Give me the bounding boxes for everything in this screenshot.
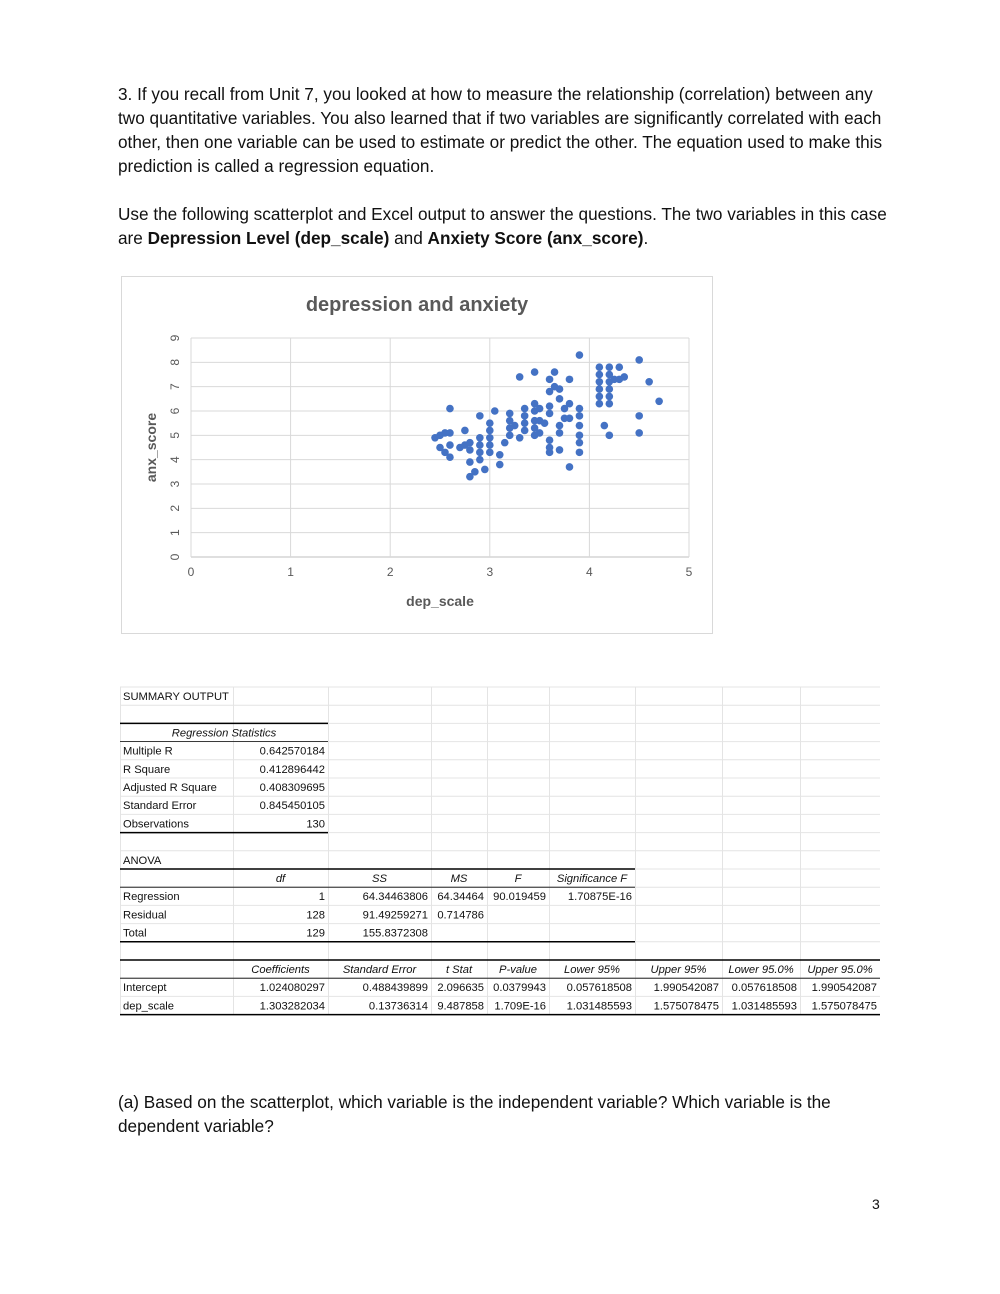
data-point — [645, 378, 653, 386]
data-point — [476, 441, 484, 449]
y-tick-label: 0 — [168, 553, 182, 561]
scatter-chart-svg — [122, 277, 712, 633]
reg-stat-label: Multiple R — [123, 745, 173, 758]
data-point — [596, 378, 604, 386]
data-point — [566, 463, 574, 471]
data-point — [496, 451, 504, 459]
anova-cell: 155.8372308 — [362, 927, 428, 940]
data-point — [506, 410, 514, 418]
reg-stat-value: 130 — [306, 818, 325, 831]
coef-row-label: Intercept — [123, 982, 167, 995]
anova-row-label: Total — [123, 927, 147, 940]
anova-cell: 90.019459 — [493, 891, 546, 904]
x-tick-label: 3 — [486, 565, 494, 579]
data-point — [471, 468, 479, 476]
data-point — [446, 453, 454, 461]
y-tick-label: 3 — [168, 480, 182, 488]
question-part-a: (a) Based on the scatterplot, which variable is the independent variable? Which variable is the dependent variable? — [118, 1092, 831, 1136]
data-point — [556, 422, 564, 430]
y-tick-label: 1 — [167, 529, 182, 537]
coef-cell: 1.303282034 — [259, 1000, 325, 1013]
data-point — [486, 449, 494, 457]
data-point — [466, 446, 474, 454]
data-point — [496, 461, 504, 469]
data-point — [546, 402, 554, 410]
data-point — [536, 429, 544, 437]
coef-header: Coefficients — [251, 964, 310, 976]
coef-cell: 1.031485593 — [731, 1000, 797, 1013]
reg-stat-label: Observations — [123, 818, 189, 831]
data-point — [541, 419, 549, 427]
data-point — [556, 395, 564, 403]
reg-stat-label: Adjusted R Square — [123, 782, 217, 794]
coef-cell: 0.488439899 — [362, 982, 428, 995]
variable-depression: Depression Level (dep_scale) — [147, 228, 390, 248]
data-point — [606, 432, 614, 440]
data-point — [606, 400, 614, 408]
data-point — [566, 400, 574, 408]
data-point — [596, 400, 604, 408]
data-point — [486, 434, 494, 442]
x-tick-label: 0 — [187, 565, 195, 579]
anova-title: ANOVA — [123, 854, 162, 867]
data-point — [476, 434, 484, 442]
coef-header: Standard Error — [342, 964, 417, 976]
data-point — [596, 385, 604, 393]
data-point — [596, 371, 604, 379]
coef-cell: 0.057618508 — [731, 982, 797, 995]
data-point — [551, 368, 559, 376]
data-point — [546, 376, 554, 384]
data-point — [516, 434, 524, 442]
page-number: 3 — [872, 1196, 880, 1212]
data-point — [461, 427, 469, 435]
y-tick-label: 8 — [168, 358, 182, 366]
data-point — [655, 397, 663, 405]
data-point — [576, 351, 584, 359]
data-point — [546, 444, 554, 452]
x-tick-label: 2 — [386, 565, 394, 579]
anova-header: df — [275, 873, 286, 885]
reg-stat-label: Standard Error — [123, 800, 197, 813]
coef-cell: 1.031485593 — [566, 1000, 632, 1013]
x-tick-label: 5 — [685, 565, 693, 579]
data-point — [486, 419, 494, 427]
coef-header: t Stat — [445, 964, 473, 976]
anova-cell: 64.34464 — [437, 891, 484, 904]
data-point — [446, 441, 454, 449]
data-point — [476, 449, 484, 457]
x-tick-label: 4 — [586, 565, 593, 579]
data-point — [521, 427, 529, 435]
coef-cell: 1.024080297 — [259, 982, 325, 995]
data-point — [556, 429, 564, 437]
anova-row-label: Residual — [123, 909, 167, 922]
coef-header: Lower 95% — [564, 964, 620, 976]
coef-cell: 9.487858 — [437, 1000, 484, 1013]
coef-cell: 1.575078475 — [653, 1000, 719, 1013]
anova-cell: 64.34463806 — [362, 891, 428, 904]
data-point — [466, 458, 474, 466]
y-tick-label: 6 — [168, 407, 182, 415]
data-point — [596, 363, 604, 371]
data-point — [606, 393, 614, 401]
data-point — [606, 385, 614, 393]
data-point — [596, 393, 604, 401]
coef-cell: 0.13736314 — [368, 1000, 428, 1013]
data-point — [546, 436, 554, 444]
data-point — [536, 405, 544, 413]
data-point — [606, 363, 614, 371]
reg-stat-value: 0.845450105 — [259, 800, 325, 813]
y-tick-label: 9 — [168, 334, 182, 342]
anova-cell: 128 — [306, 909, 325, 922]
regression-stats-header: Regression Statistics — [171, 727, 277, 740]
data-point — [486, 441, 494, 449]
coef-header: Upper 95% — [650, 964, 707, 976]
anova-cell: 91.49259271 — [362, 909, 428, 922]
coef-cell: 0.057618508 — [566, 982, 632, 995]
data-point — [521, 405, 529, 413]
anova-header: SS — [372, 873, 387, 885]
summary-output-table — [120, 684, 880, 1024]
anova-cell: 0.714786 — [437, 909, 484, 922]
data-point — [576, 449, 584, 457]
data-point — [521, 419, 529, 427]
y-tick-label: 5 — [168, 431, 182, 439]
y-tick-label: 2 — [168, 504, 182, 512]
anova-cell: 1 — [318, 891, 325, 904]
x-tick-label: 1 — [287, 565, 294, 579]
data-point — [481, 466, 489, 474]
reg-stat-value: 0.412896442 — [259, 763, 325, 776]
data-point — [635, 356, 643, 364]
anova-row-label: Regression — [123, 891, 180, 904]
anova-cell: 1.70875E-16 — [567, 891, 632, 904]
scatter-chart — [121, 276, 713, 634]
chart-title: depression and anxiety — [305, 294, 529, 316]
data-point — [491, 407, 499, 415]
data-point — [466, 439, 474, 447]
data-point — [635, 412, 643, 420]
data-point — [620, 373, 628, 381]
y-tick-label: 4 — [168, 456, 182, 464]
data-point — [635, 429, 643, 437]
question-intro: 3. If you recall from Unit 7, you looked at how to measure the relationship (correlation) between any two quantitative variables. You also learned that if two variables are significantly correlated with each other, then one variable can be used to estimate or predict the other. The equation used to make this prediction is called a regression equation. — [118, 84, 883, 176]
data-point — [601, 422, 609, 430]
reg-stat-label: R Square — [123, 763, 171, 776]
anova-header: MS — [450, 873, 468, 885]
reg-stat-value: 0.408309695 — [259, 782, 325, 794]
coef-cell: 1.709E-16 — [494, 1000, 546, 1013]
coef-header: Upper 95.0% — [807, 964, 873, 976]
data-point — [576, 432, 584, 440]
coef-cell: 1.575078475 — [811, 1000, 877, 1013]
period-text: . — [643, 228, 649, 248]
data-point — [506, 432, 514, 440]
data-point — [546, 410, 554, 418]
data-point — [556, 446, 564, 454]
data-point — [501, 439, 509, 447]
data-point — [615, 363, 623, 371]
data-point — [516, 373, 524, 381]
data-point — [521, 412, 529, 420]
y-tick-label: 7 — [168, 383, 182, 391]
y-axis-label: anx_score — [143, 412, 159, 483]
coef-cell: 1.990542087 — [811, 982, 877, 995]
data-point — [531, 368, 539, 376]
coef-header: Lower 95.0% — [728, 964, 794, 976]
instruction-text: Use the following scatterplot and Excel output to answer the questions. The two variables in this case are — [118, 204, 887, 248]
anova-header: Significance F — [556, 873, 628, 885]
coef-cell: 2.096635 — [437, 982, 484, 995]
data-point — [511, 422, 519, 430]
x-axis-label: dep_scale — [406, 593, 474, 609]
coef-row-label: dep_scale — [123, 1000, 175, 1013]
variable-anxiety: Anxiety Score (anx_score) — [427, 228, 644, 248]
coef-cell: 1.990542087 — [653, 982, 719, 995]
data-point — [576, 422, 584, 430]
data-point — [576, 412, 584, 420]
data-point — [576, 439, 584, 447]
data-point — [446, 405, 454, 413]
coef-cell: 0.0379943 — [493, 982, 546, 995]
and-text: and — [389, 228, 428, 248]
data-point — [566, 415, 574, 423]
anova-header: F — [514, 873, 522, 885]
data-point — [446, 429, 454, 437]
reg-stat-value: 0.642570184 — [259, 745, 325, 758]
summary-title: SUMMARY OUTPUT — [123, 691, 229, 703]
question-instruction — [118, 202, 888, 250]
data-point — [476, 456, 484, 464]
data-point — [476, 412, 484, 420]
data-point — [576, 405, 584, 413]
coef-header: P-value — [499, 964, 537, 976]
data-point — [566, 376, 574, 384]
data-point — [486, 427, 494, 435]
summary-output-svg — [120, 684, 880, 1024]
data-point — [556, 385, 564, 393]
anova-cell: 129 — [306, 927, 325, 940]
